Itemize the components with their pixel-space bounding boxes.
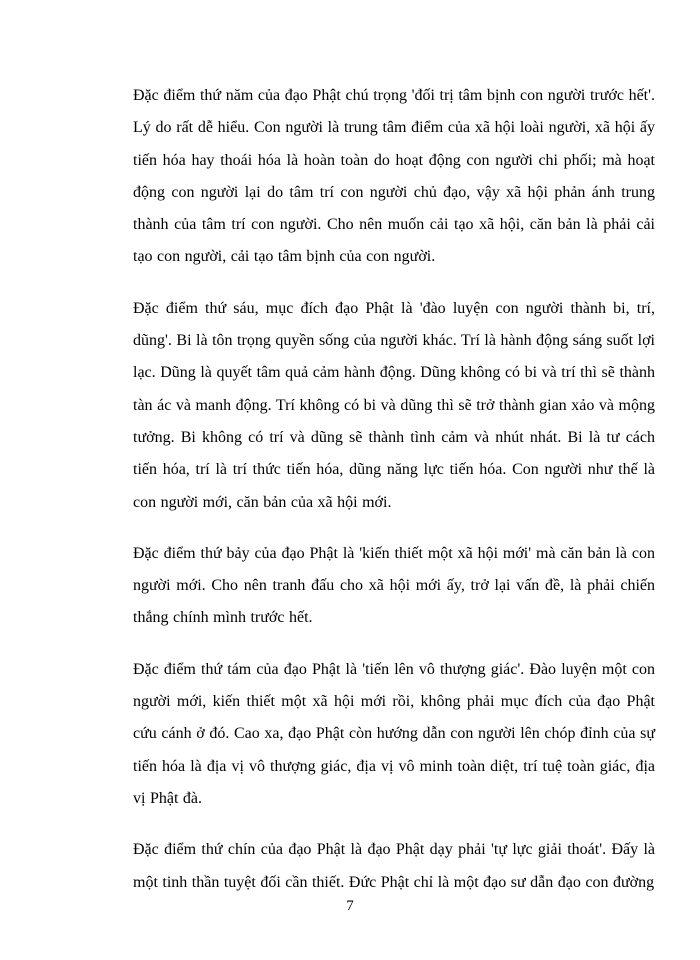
paragraph-fifth-characteristic: Đặc điểm thứ năm của đạo Phật chú trọng 'đối trị tâm bịnh con người trước hết'. Lý do rất dễ hiểu. Con người là trung tâm điểm của xã hội loài người, xã hội ấy tiến hóa hay thoái hóa là hoàn toàn do hoạt động con người chi phối; mà hoạt động con người lại do tâm trí con người chủ đạo, vậy xã hội phản ánh trung thành của tâm trí con người. Cho nên muốn cải tạo xã hội, căn bản là phải cải tạo con người, cải tạo tâm bịnh của con người.	[133, 87, 655, 266]
paragraph-seventh-characteristic: Đặc điểm thứ bảy của đạo Phật là 'kiến thiết một xã hội mới' mà căn bản là con người mới. Cho nên tranh đấu cho xã hội mới ấy, trở lại vấn đề, là phải chiến thắng chính mình trước hết.	[133, 544, 655, 627]
paragraph-sixth-characteristic: Đặc điểm thứ sáu, mục đích đạo Phật là 'đào luyện con người thành bi, trí, dũng'. Bi là tôn trọng quyền sống của người khác. Trí là hành động sáng suốt lợi lạc. Dũng là quyết tâm quả cảm hành động. Dũng không có bi và trí thì sẽ thành tàn ác và manh động. Trí không có bi và dũng thì sẽ trở thành gian xảo và mộng tưởng. Bi không có trí và dũng sẽ thành tình cảm và nhút nhát. Bi là tư cách tiến hóa, trí là trí thức tiến hóa, dũng năng lực tiến hóa. Con người như thế là con người mới, căn bản của xã hội mới.	[133, 299, 655, 511]
paragraph-eighth-characteristic: Đặc điểm thứ tám của đạo Phật là 'tiến lên vô thượng giác'. Đào luyện một con người mới, kiến thiết một xã hội mới rồi, không phải mục đích của đạo Phật cứu cánh ở đó. Cao xa, đạo Phật còn hướng dẫn con người lên chóp đỉnh của sự tiến hóa là địa vị vô thượng giác, địa vị vô minh toàn diệt, trí tuệ toàn giác, địa vị Phật đà.	[133, 660, 655, 807]
page-number: 7	[346, 898, 354, 914]
body-text	[133, 80, 655, 918]
paragraph-ninth-characteristic: Đặc điểm thứ chín của đạo Phật là đạo Phật dạy phải 'tự lực giải thoát'. Đấy là một tinh thần tuyệt đối cần thiết. Đức Phật chỉ là một đạo sư dẫn đạo con đường	[133, 841, 655, 891]
